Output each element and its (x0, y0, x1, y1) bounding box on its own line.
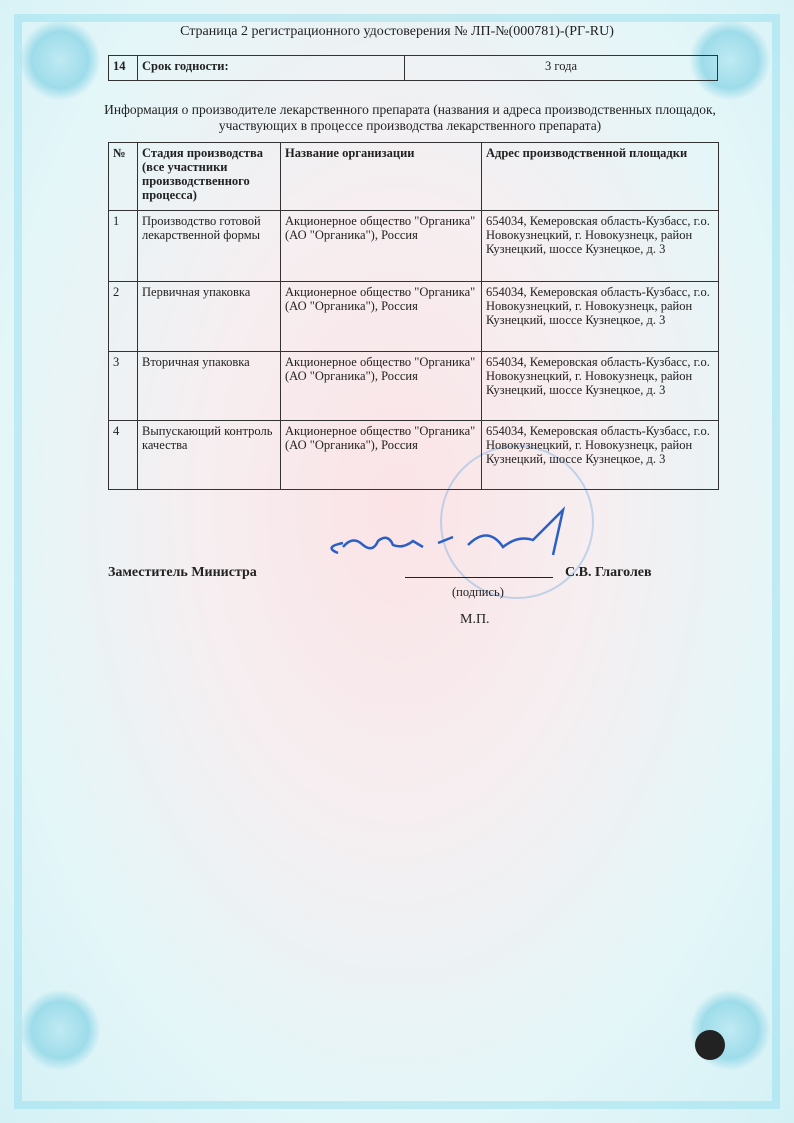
signature-line (405, 577, 553, 578)
cell-number: 1 (109, 211, 138, 282)
col-header-organization: Название организации (281, 143, 482, 211)
cell-stage: Производство готовой лекарственной формы (138, 211, 281, 282)
manufacturer-table (108, 142, 719, 490)
expiry-number: 14 (109, 56, 138, 81)
table-row (109, 352, 719, 421)
cell-organization: Акционерное общество "Органика" (АО "Органика"), Россия (281, 352, 482, 421)
manufacturer-intro: Информация о производителе лекарственного препарата (названия и адреса производственных площадок, участвующих в процессе производства лекарственного препарата) (104, 102, 716, 133)
rosette-ornament (20, 990, 100, 1070)
cell-organization: Акционерное общество "Органика" (АО "Органика"), Россия (281, 282, 482, 352)
cell-address: 654034, Кемеровская область-Кузбасс, г.о. Новокузнецкий, г. Новокузнецк, район Кузнецкий, шоссе Кузнецкое, д. 3 (482, 211, 719, 282)
cell-address: 654034, Кемеровская область-Кузбасс, г.о. Новокузнецкий, г. Новокузнецк, район Кузнецкий, шоссе Кузнецкое, д. 3 (482, 352, 719, 421)
expiry-label: Срок годности: (138, 56, 405, 81)
cell-organization: Акционерное общество "Органика" (АО "Органика"), Россия (281, 421, 482, 490)
cell-stage: Выпускающий контроль качества (138, 421, 281, 490)
col-header-stage: Стадия производства (все участники производственного процесса) (138, 143, 281, 211)
expiry-table (108, 55, 718, 81)
table-row (109, 421, 719, 490)
cell-address: 654034, Кемеровская область-Кузбасс, г.о. Новокузнецкий, г. Новокузнецк, район Кузнецкий, шоссе Кузнецкое, д. 3 (482, 282, 719, 352)
cell-number: 2 (109, 282, 138, 352)
cell-stage: Вторичная упаковка (138, 352, 281, 421)
cell-address: 654034, Кемеровская область-Кузбасс, г.о. Новокузнецкий, г. Новокузнецк, район Кузнецкий, шоссе Кузнецкое, д. 3 (482, 421, 719, 490)
col-header-number: № (109, 143, 138, 211)
cell-stage: Первичная упаковка (138, 282, 281, 352)
signature-caption: (подпись) (452, 585, 504, 599)
table-header-row (109, 143, 719, 211)
table-row (109, 282, 719, 352)
page-header: Страница 2 регистрационного удостоверения № ЛП-№(000781)-(РГ-RU) (180, 24, 614, 39)
cell-number: 4 (109, 421, 138, 490)
handwritten-signature (318, 505, 598, 565)
table-row (109, 211, 719, 282)
cell-number: 3 (109, 352, 138, 421)
seal-mark: М.П. (460, 612, 490, 627)
signatory-name: С.В. Глаголев (565, 565, 652, 580)
punch-hole (695, 1030, 725, 1060)
expiry-value: 3 года (405, 56, 718, 81)
signatory-position: Заместитель Министра (108, 565, 257, 580)
cell-organization: Акционерное общество "Органика" (АО "Органика"), Россия (281, 211, 482, 282)
col-header-address: Адрес производственной площадки (482, 143, 719, 211)
